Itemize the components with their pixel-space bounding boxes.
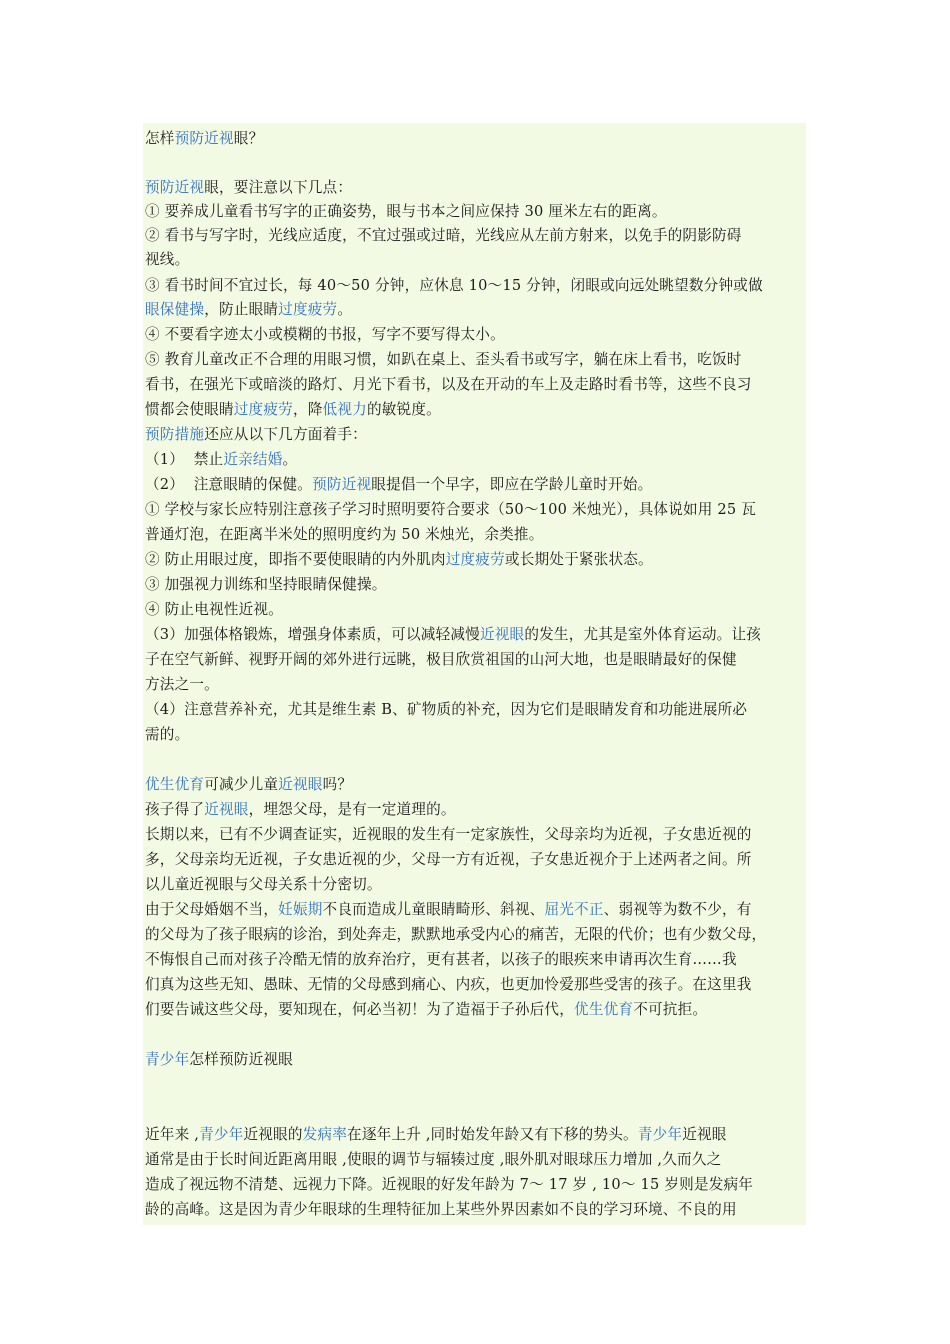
text-run: 近视眼的 [243, 1126, 303, 1143]
text-line [145, 248, 806, 272]
keyword-link[interactable]: 青少年 [637, 1126, 683, 1143]
keyword-link[interactable]: 预防近视 [174, 130, 234, 147]
keyword-link[interactable]: 屈光不正 [544, 901, 604, 918]
keyword-link[interactable]: 预防近视 [312, 476, 372, 493]
text-run: 方法之一。 [145, 676, 219, 693]
text-run: 眼提倡一个早字，即应在学龄儿童时开始。 [371, 476, 653, 493]
keyword-link[interactable]: 预防近视 [145, 179, 205, 196]
keyword-link[interactable]: 预防措施 [145, 426, 205, 443]
text-line [145, 723, 806, 747]
text-run: 。 [282, 451, 298, 468]
keyword-link[interactable]: 妊娠期 [278, 901, 323, 918]
text-run: 或长期处于紧张状态。 [504, 551, 653, 568]
text-run: 、弱视等为数不少，有 [603, 901, 752, 918]
text-line [145, 176, 806, 200]
text-run: 在逐年上升 ,同时始发年龄又有下移的势头。 [347, 1126, 638, 1143]
text-run: 龄的高峰。这是因为青少年眼球的生理特征加上某些外界因素如不良的学习环境、不良的用 [145, 1201, 737, 1218]
keyword-link[interactable]: 过度疲劳 [278, 301, 338, 318]
text-run: ② 看书与写字时，光线应适度，不宜过强或过暗，光线应从左前方射来，以免手的阴影防碍 [145, 227, 742, 244]
text-line [145, 898, 806, 922]
text-line [145, 200, 806, 224]
text-line [145, 848, 806, 872]
text-run: 多，父母亲均无近视，子女患近视的少，父母一方有近视，子女患近视介于上述两者之间。所 [145, 851, 752, 868]
text-line [145, 1148, 806, 1172]
text-run: ⑤ 教育儿童改正不合理的用眼习惯，如趴在桌上、歪头看书或写字，躺在床上看书，吃饭时 [145, 351, 742, 368]
text-line [145, 423, 806, 447]
text-run: 看书，在强光下或暗淡的路灯、月光下看书，以及在开动的车上及走路时看书等，这些不良习 [145, 376, 752, 393]
keyword-link[interactable]: 优生优育 [145, 776, 205, 793]
text-line [145, 873, 806, 897]
text-run: ，埋怨父母，是有一定道理的。 [248, 801, 456, 818]
text-run: 以儿童近视眼与父母关系十分密切。 [145, 876, 382, 893]
text-run: 长期以来，已有不少调查证实，近视眼的发生有一定家族性，父母亲均为近视，子女患近视的 [145, 826, 752, 843]
text-run: ② 防止用眼过度，即指不要使眼睛的内外肌肉 [145, 551, 446, 568]
text-line [145, 598, 806, 622]
text-line [145, 323, 806, 347]
text-run: 不良而造成儿童眼睛畸形、斜视、 [322, 901, 545, 918]
text-line [145, 473, 806, 497]
text-run: ，降 [292, 401, 323, 418]
text-run: 的敏锐度。 [366, 401, 441, 418]
text-line [145, 548, 806, 572]
text-run: 可减少儿童 [204, 776, 279, 793]
text-run: （2） 注意眼睛的保健。 [145, 476, 313, 493]
text-run: 通常是由于长时间近距离用眼 ,使眼的调节与辐辏过度 ,眼外肌对眼球压力增加 ,久而久之 [145, 1151, 722, 1168]
text-run: 普通灯泡，在距离半米处的照明度约为 50 米烛光，余类推。 [145, 526, 544, 543]
text-run: 子在空气新鲜、视野开阔的郊外进行远眺，极目欣赏祖国的山河大地，也是眼睛最好的保健 [145, 651, 737, 668]
text-run: 造成了视远物不清楚、远视力下降。近视眼的好发年龄为 7～ 17 岁 , 10～ 15 岁则是发病年 [145, 1176, 754, 1193]
text-line [145, 523, 806, 547]
text-line [145, 573, 806, 597]
text-line [145, 998, 806, 1022]
text-run: 怎样 [145, 130, 175, 147]
text-run: ，防止眼睛 [204, 301, 279, 318]
text-run: 不可抗拒。 [633, 1001, 708, 1018]
text-line [145, 498, 806, 522]
text-line [145, 398, 806, 422]
text-line [145, 274, 806, 298]
keyword-link[interactable]: 优生优育 [574, 1001, 634, 1018]
text-run: （1） 禁止 [145, 451, 224, 468]
text-line [145, 127, 806, 151]
text-line [145, 948, 806, 972]
text-run: 眼，要注意以下几点： [204, 179, 353, 196]
text-run: 惯都会使眼睛 [145, 401, 234, 418]
text-line [145, 773, 806, 797]
text-run: 的父母为了孩子眼病的诊治，到处奔走，默默地承受内心的痛苦，无限的代价；也有少数父母， [145, 926, 767, 943]
text-line [145, 648, 806, 672]
text-run: 孩子得了 [145, 801, 205, 818]
text-line [145, 923, 806, 947]
text-run: ① 学校与家长应特别注意孩子学习时照明要符合要求（50～100 米烛光），具体说如用 25 瓦 [145, 501, 757, 518]
text-run: （4）注意营养补充，尤其是维生素 B、矿物质的补充，因为它们是眼睛发育和功能进展所必 [145, 701, 748, 718]
text-run: ③ 看书时间不宜过长，每 40～50 分钟，应休息 10～15 分钟，闭眼或向远处眺望数分钟或做 [145, 277, 763, 294]
keyword-link[interactable]: 发病率 [302, 1126, 348, 1143]
text-line [145, 698, 806, 722]
text-run: 怎样预防近视眼 [189, 1051, 293, 1068]
text-line [145, 448, 806, 472]
text-line [145, 623, 806, 647]
text-run: 还应从以下几方面着手： [204, 426, 367, 443]
text-line [145, 823, 806, 847]
text-line [145, 348, 806, 372]
text-line [145, 1123, 806, 1147]
text-run: ④ 防止电视性近视。 [145, 601, 283, 618]
text-line [145, 973, 806, 997]
text-line [145, 1048, 806, 1072]
text-run: 由于父母婚姻不当， [145, 901, 279, 918]
text-line [145, 373, 806, 397]
text-line [145, 1173, 806, 1197]
keyword-link[interactable]: 青少年 [199, 1126, 244, 1143]
text-line [145, 1198, 806, 1222]
text-run: 眼？ [233, 130, 264, 147]
text-line [145, 298, 806, 322]
text-run: 。 [337, 301, 353, 318]
text-run: ③ 加强视力训练和坚持眼睛保健操。 [145, 576, 387, 593]
keyword-link[interactable]: 过度疲劳 [233, 401, 293, 418]
text-run: 不悔恨自己而对孩子冷酷无情的放弃治疗，更有甚者，以孩子的眼疾来申请再次生育……我 [145, 951, 737, 968]
text-run: 视线。 [145, 251, 190, 268]
text-run: ① 要养成儿童看书写字的正确姿势，眼与书本之间应保持 30 厘米左右的距离。 [145, 203, 667, 220]
keyword-link[interactable]: 近视眼 [204, 801, 249, 818]
text-run: 需的。 [145, 726, 190, 743]
keyword-link[interactable]: 青少年 [145, 1051, 190, 1068]
text-line [145, 224, 806, 248]
text-line [145, 798, 806, 822]
article-body [143, 123, 806, 1225]
text-run: ④ 不要看字迹太小或模糊的书报，写字不要写得太小。 [145, 326, 505, 343]
keyword-link[interactable]: 眼保健操 [145, 301, 205, 318]
text-run: 们真为这些无知、愚昧、无情的父母感到痛心、内疚，也更加怜爱那些受害的孩子。在这里我 [145, 976, 752, 993]
text-run: 吗？ [322, 776, 353, 793]
text-run: 们要告诫这些父母，要知现在，何必当初！为了造福于子孙后代， [145, 1001, 575, 1018]
text-run: 的发生，尤其是室外体育运动。让孩 [524, 626, 762, 643]
keyword-link[interactable]: 近亲结婚 [223, 451, 283, 468]
keyword-link[interactable]: 近视眼 [479, 626, 525, 643]
text-run: 近视眼 [682, 1126, 727, 1143]
keyword-link[interactable]: 近视眼 [278, 776, 323, 793]
text-run: 近年来 , [145, 1126, 200, 1143]
keyword-link[interactable]: 低视力 [322, 401, 367, 418]
text-line [145, 673, 806, 697]
text-run: （3）加强体格锻炼，增强身体素质，可以减轻减慢 [145, 626, 480, 643]
keyword-link[interactable]: 过度疲劳 [445, 551, 505, 568]
